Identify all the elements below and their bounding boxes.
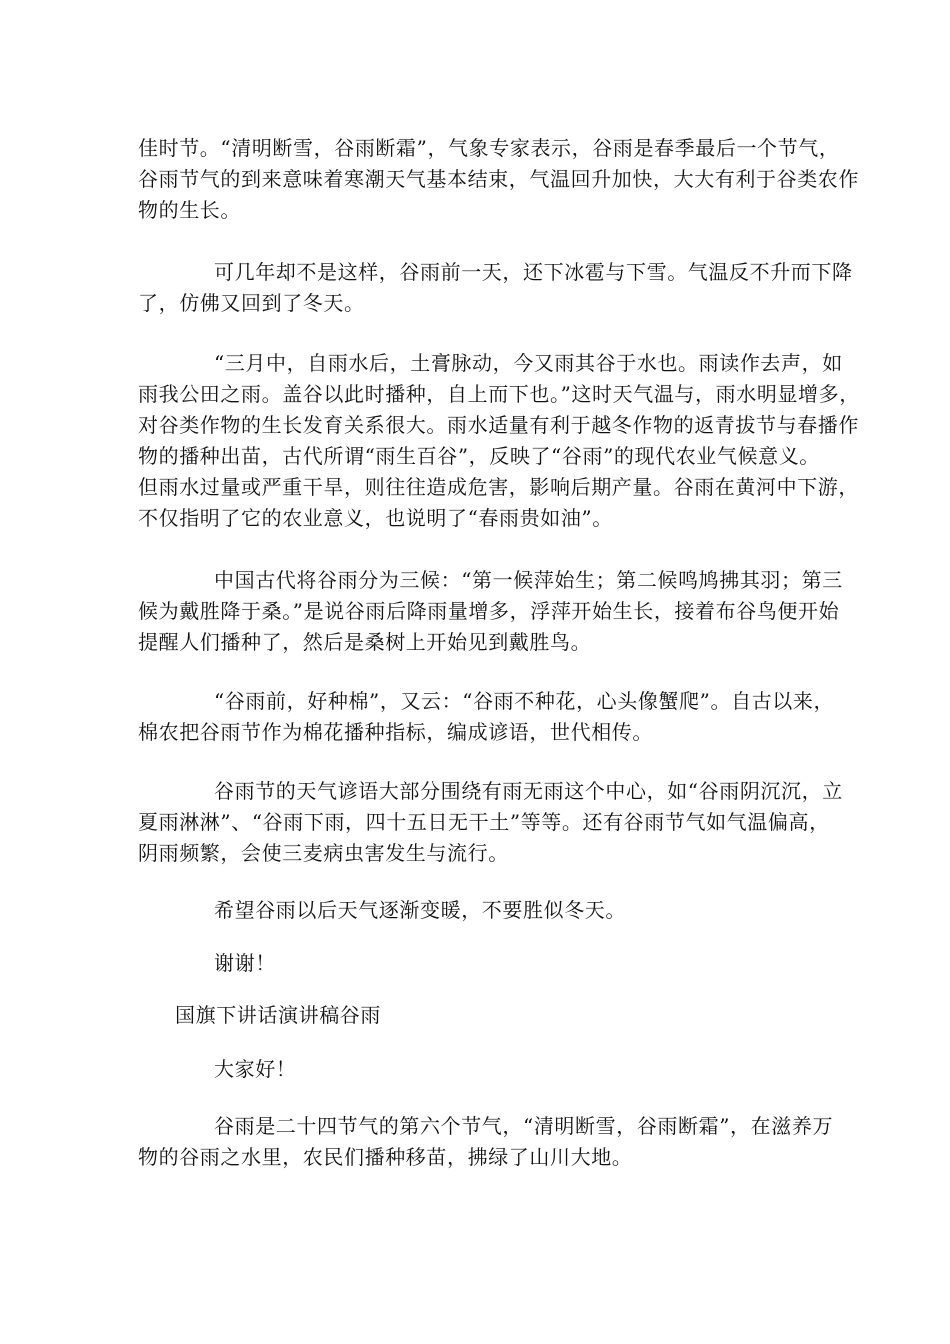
paragraph-line: 对谷类作物的生长发育关系很大。雨水适量有利于越冬作物的返青拔节与春播作	[138, 413, 859, 437]
paragraph-line: 可几年却不是这样，谷雨前一天，还下冰雹与下雪。气温反不升而下降	[214, 260, 853, 284]
closing-wish: 希望谷雨以后天气逐渐变暖，不要胜似冬天。	[214, 898, 626, 922]
paragraph-line: 提醒人们播种了，然后是桑树上开始见到戴胜鸟。	[138, 630, 592, 654]
paragraph-line: “谷雨前，好种棉”，又云：“谷雨不种花，心头像蟹爬”。自古以来，	[214, 689, 835, 713]
paragraph-line: 谷雨节的天气谚语大部分围绕有雨无雨这个中心，如“谷雨阴沉沉，立	[214, 779, 843, 803]
paragraph-line: “三月中，自雨水后，土膏脉动，今又雨其谷于水也。雨读作去声，如	[214, 351, 843, 375]
paragraph-line: 阴雨频繁，会使三麦病虫害发生与流行。	[138, 841, 509, 865]
thanks-line: 谢谢！	[214, 951, 276, 975]
paragraph-line: 棉农把谷雨节作为棉花播种指标，编成谚语，世代相传。	[138, 720, 653, 744]
paragraph-1	[138, 133, 859, 226]
greeting-line: 大家好！	[214, 1057, 297, 1081]
paragraph-line: 谷雨节气的到来意味着寒潮天气基本结束，气温回升加快，大大有利于谷类农作	[138, 167, 859, 191]
paragraph-4	[138, 565, 843, 658]
paragraph-6	[138, 776, 843, 869]
paragraph-9	[138, 1111, 834, 1173]
speech-title: 国旗下讲话演讲稿谷雨	[175, 1003, 381, 1027]
paragraph-line: 不仅指明了它的农业意义，也说明了“春雨贵如油”。	[138, 506, 613, 530]
paragraph-line: 但雨水过量或严重干旱，则往往造成危害，影响后期产量。谷雨在黄河中下游，	[138, 475, 859, 499]
paragraph-line: 中国古代将谷雨分为三候：“第一候萍始生；第二候鸣鸠拂其羽；第三	[214, 568, 843, 592]
paragraph-line: 物的谷雨之水里，农民们播种移苗，拂绿了山川大地。	[138, 1145, 633, 1169]
paragraph-3	[138, 348, 860, 534]
paragraph-line: 谷雨是二十四节气的第六个节气，“清明断雪，谷雨断霜”，在滋养万	[214, 1114, 834, 1138]
paragraph-line: 候为戴胜降于桑。”是说谷雨后降雨量增多，浮萍开始生长，接着布谷鸟便开始	[138, 599, 840, 623]
paragraph-line: 雨我公田之雨。盖谷以此时播种，自上而下也。”这时天气温与，雨水明显增多，	[138, 382, 860, 406]
paragraph-2	[138, 257, 853, 319]
paragraph-line: 物的播种出苗，古代所谓“雨生百谷”，反映了“谷雨”的现代农业气候意义。	[138, 444, 820, 468]
paragraph-line: 物的生长。	[138, 198, 241, 222]
paragraph-line: 佳时节。“清明断雪，谷雨断霜”，气象专家表示，谷雨是春季最后一个节气，	[138, 136, 840, 160]
paragraph-line: 了，仿佛又回到了冬天。	[138, 291, 365, 315]
paragraph-line: 夏雨淋淋”、“谷雨下雨，四十五日无干土”等等。还有谷雨节气如气温偏高，	[138, 810, 830, 834]
paragraph-5	[138, 686, 835, 748]
